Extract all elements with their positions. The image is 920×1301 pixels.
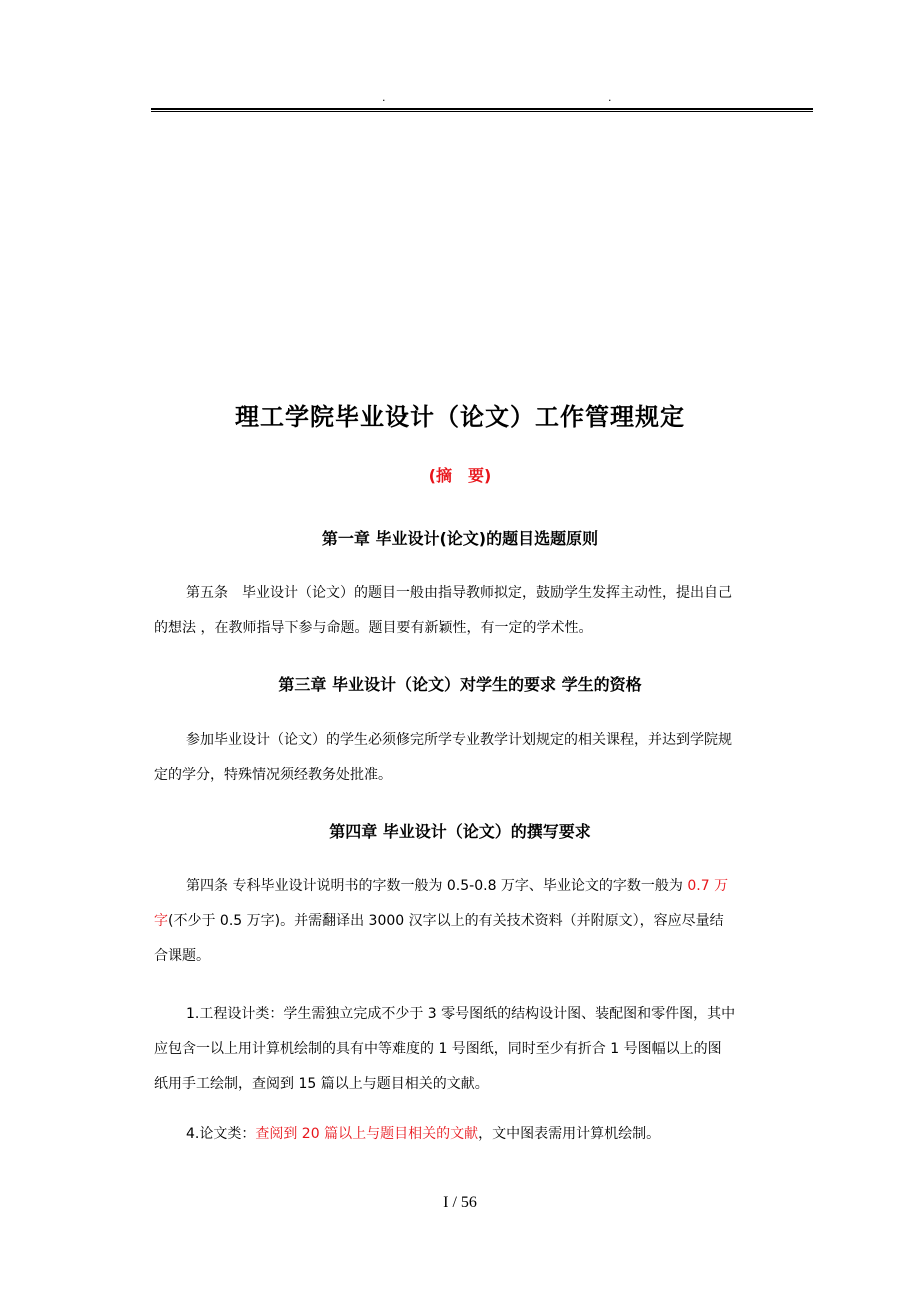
paragraph-text: 4.论文类： [186,1126,256,1142]
paragraph-line [154,869,820,904]
paragraph-line [154,904,820,939]
header-dot-right: . [608,91,612,104]
highlighted-text: 字 [154,913,168,929]
chapter-3-heading: 第三章 毕业设计（论文）对学生的要求 学生的资格 [278,675,642,694]
highlighted-text: 0.7 万 [687,878,729,894]
paragraph-line: 第五条 毕业设计（论文）的题目一般由指导教师拟定，鼓励学生发挥主动性，提出自己 [186,585,732,601]
document-subtitle: (摘 要) [428,466,492,485]
chapter-4-heading: 第四章 毕业设计（论文）的撰写要求 [329,822,591,841]
header-rule-thin [151,111,813,112]
chapter-1-heading: 第一章 毕业设计(论文)的题目选题原则 [321,529,599,548]
paragraph-line: 定的学分，特殊情况须经教务处批准。 [154,767,392,783]
page-number: I / 56 [443,1194,477,1211]
paragraph-line: 1.工程设计类：学生需独立完成不少于 3 零号图纸的结构设计图、装配图和零件图，其中 [186,1006,736,1022]
highlighted-text: 查阅到 20 篇以上与题目相关的文献 [255,1126,479,1142]
header-rule [151,108,813,110]
document-title: 理工学院毕业设计（论文）工作管理规定 [235,403,685,431]
paragraph-line: 应包含一以上用计算机绘制的具有中等难度的 1 号图纸，同时至少有折合 1 号图幅以上的图 [154,1041,722,1057]
chapter-3-paragraph [154,723,820,793]
paragraph-line: 合课题。 [154,948,210,964]
header-dot-left: . [382,91,386,104]
paragraph-line: 纸用手工绘制，查阅到 15 篇以上与题目相关的文献。 [154,1076,489,1092]
paragraph-text: 第四条 专科毕业设计说明书的字数一般为 0.5-0.8 万字、毕业论文的字数一般为 [186,878,688,894]
chapter-1-paragraph [154,576,820,646]
paragraph-line: 的想法 ，在教师指导下参与命题。题目要有新颖性，有一定的学术性。 [154,620,593,636]
paragraph-text: ，文中图表需用计算机绘制。 [478,1126,661,1142]
paragraph-line: 参加毕业设计（论文）的学生必须修完所学专业教学计划规定的相关课程，并达到学院规 [186,732,732,748]
chapter-4-paragraph-3 [154,1117,820,1152]
chapter-4-paragraph-2 [154,997,820,1102]
chapter-4-paragraph-1 [154,869,820,974]
paragraph-line [154,1117,820,1152]
paragraph-text: (不少于 0.5 万字)。并需翻译出 3000 汉字以上的有关技术资料（并附原文），容应尽量结 [168,913,724,929]
